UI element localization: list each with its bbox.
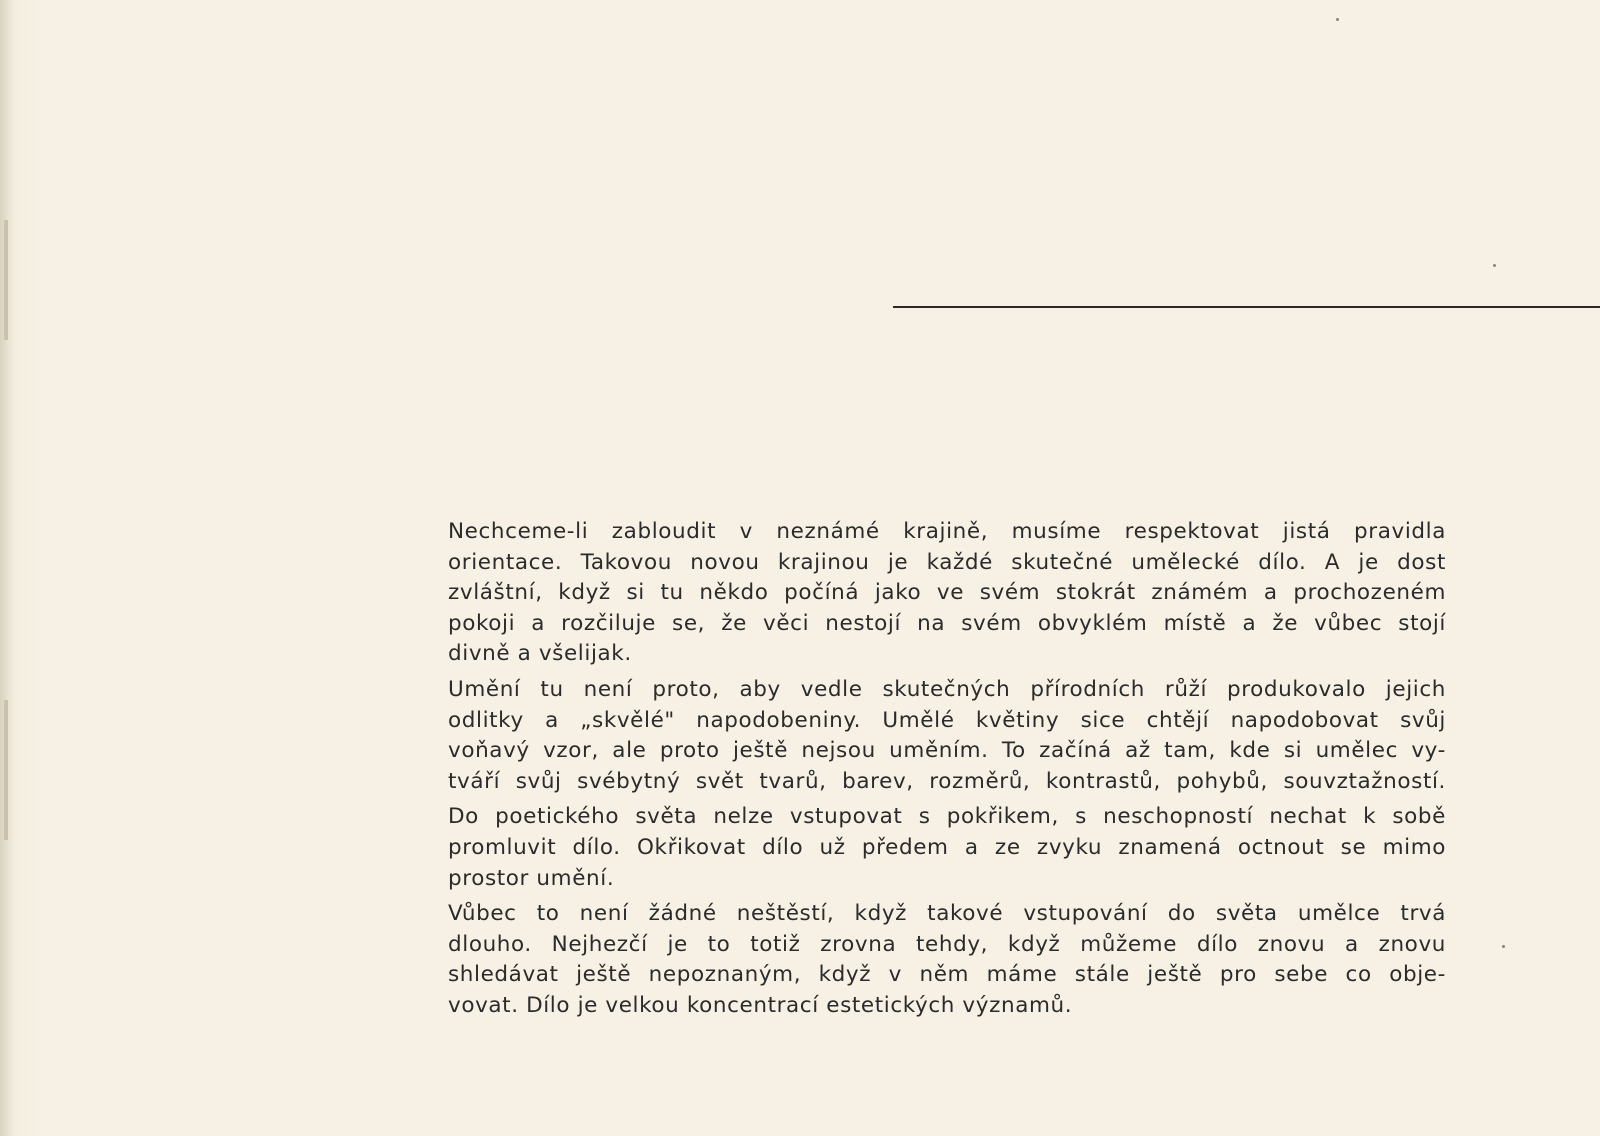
text-line: promluvit dílo. Okřikovat dílo už předem a ze zvyku znamená octnout se mimo (448, 834, 1446, 860)
text-line: zvláštní, když si tu někdo počíná jako ve svém stokrát známém a prochozeném (448, 580, 1446, 606)
text-line: odlitky a „skvělé" napodobeniny. Umělé květiny sice chtějí napodobovat svůj (448, 707, 1446, 733)
paper-speck (1502, 945, 1505, 948)
text-line: Umění tu není proto, aby vedle skutečných přírodních růží produkovalo jejich (448, 676, 1446, 702)
body-text (448, 517, 1446, 1027)
text-line: divně a všelijak. (448, 641, 632, 667)
text-line: prostor umění. (448, 865, 615, 891)
text-line: Do poetického světa nelze vstupovat s pokřikem, s neschopností nechat k sobě (448, 804, 1446, 830)
text-line: tváří svůj svébytný svět tvarů, barev, rozměrů, kontrastů, pohybů, souvztažností. (448, 768, 1446, 794)
text-line: vovat. Dílo je velkou koncentrací estetických významů. (448, 992, 1073, 1018)
text-line: Nechceme-li zabloudit v neznámé krajině, musíme respektovat jistá pravidla (448, 519, 1446, 544)
binding-mark (4, 700, 8, 840)
text-line: shledávat ještě nepoznaným, když v něm máme stále ještě pro sebe co obje- (448, 962, 1446, 988)
text-line: dlouho. Nejhezčí je to totiž zrovna tehdy, když můžeme dílo znovu a znovu (448, 931, 1446, 957)
paragraph-2 (448, 675, 1446, 797)
text-line: orientace. Takovou novou krajinou je každé skutečné umělecké dílo. A je dost (448, 549, 1446, 575)
horizontal-rule (893, 306, 1600, 308)
text-line: voňavý vzor, ale proto ještě nejsou uměním. To začíná až tam, kde si umělec vy- (448, 738, 1446, 764)
paper-speck (1493, 264, 1496, 267)
binding-mark (4, 220, 8, 340)
paragraph-4 (448, 899, 1446, 1021)
paragraph-1 (448, 517, 1446, 670)
text-line: Vůbec to není žádné neštěstí, když takové vstupování do světa umělce trvá (448, 901, 1446, 927)
paragraph-3 (448, 802, 1446, 894)
text-line: pokoji a rozčiluje se, že věci nestojí na svém obvyklém místě a že vůbec stojí (448, 610, 1446, 636)
paper-speck (1336, 18, 1339, 21)
page-spine (0, 0, 14, 1136)
